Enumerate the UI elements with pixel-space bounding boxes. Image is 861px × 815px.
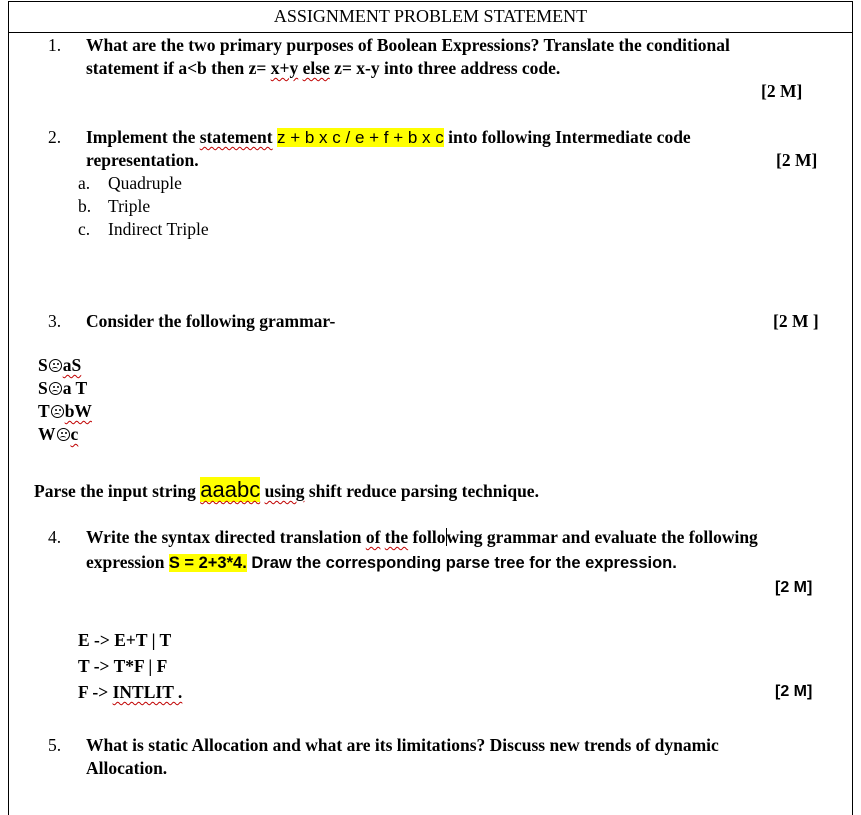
q3-number: 3.: [48, 311, 62, 331]
q4-line2: expression S = 2+3*4. Draw the corresponding parse tree for the expression.: [86, 552, 677, 572]
q2-number: 2.: [48, 127, 62, 147]
q2-line1: Implement the statement z + b x c / e + f + b x c into following Intermediate code: [86, 127, 691, 147]
q2-option-a: Quadruple: [108, 173, 182, 193]
q4-rule-3: F -> INTLIT .: [78, 682, 183, 702]
q4-expression: S = 2+3*4.: [168, 554, 247, 572]
parse-input-string: aaabc: [200, 477, 261, 502]
right-border: [852, 1, 853, 815]
q4-line1: Write the syntax directed translation of the following grammar and evaluate the following: [86, 527, 758, 547]
q2-option-a-letter: a.: [78, 173, 91, 193]
grammar-rule-3: T bW: [38, 401, 92, 421]
q2-option-b: Triple: [108, 196, 151, 216]
q4-number: 4.: [48, 527, 62, 547]
q2-marks: [2 M]: [776, 150, 818, 170]
page-title: ASSIGNMENT PROBLEM STATEMENT: [273, 6, 588, 26]
q2-option-c: Indirect Triple: [108, 219, 209, 239]
arrow-symbol-icon: [51, 405, 64, 418]
q1-marks: [2 M]: [761, 81, 803, 101]
q2-option-b-letter: b.: [78, 196, 92, 216]
q1-number: 1.: [48, 35, 62, 55]
left-border: [8, 1, 9, 815]
q4-rule-1: E -> E+T | T: [78, 630, 172, 650]
q5-line2: Allocation.: [86, 758, 168, 778]
q3-parse-line: Parse the input string aaabc using shift reduce parsing technique.: [34, 477, 539, 502]
q5-number: 5.: [48, 735, 62, 755]
arrow-symbol-icon: [49, 359, 62, 372]
q4-marks-2: [2 M]: [775, 683, 813, 700]
q4-rule-2: T -> T*F | F: [78, 656, 168, 676]
grammar-rule-1: S aS: [38, 355, 82, 375]
grammar-rule-2: S a T: [38, 378, 88, 398]
grammar-rule-4: W c: [38, 424, 79, 444]
header-divider: [8, 32, 853, 33]
q3-marks: [2 M ]: [773, 311, 819, 331]
q4-marks-1: [2 M]: [775, 579, 813, 596]
q1-line1: What are the two primary purposes of Boolean Expressions? Translate the conditional: [86, 35, 730, 55]
q1-line2: statement if a<b then z= x+y else z= x-y into three address code.: [86, 58, 561, 78]
q2-expression: z + b x c / e + f + b x c: [277, 128, 444, 147]
q5-line1: What is static Allocation and what are its limitations? Discuss new trends of dynamic: [86, 735, 719, 755]
q3-text: Consider the following grammar-: [86, 311, 336, 331]
arrow-symbol-icon: [49, 382, 62, 395]
arrow-symbol-icon: [57, 428, 70, 441]
top-border: [8, 1, 853, 2]
q2-option-c-letter: c.: [78, 219, 91, 239]
q2-line2: representation.: [86, 150, 199, 170]
